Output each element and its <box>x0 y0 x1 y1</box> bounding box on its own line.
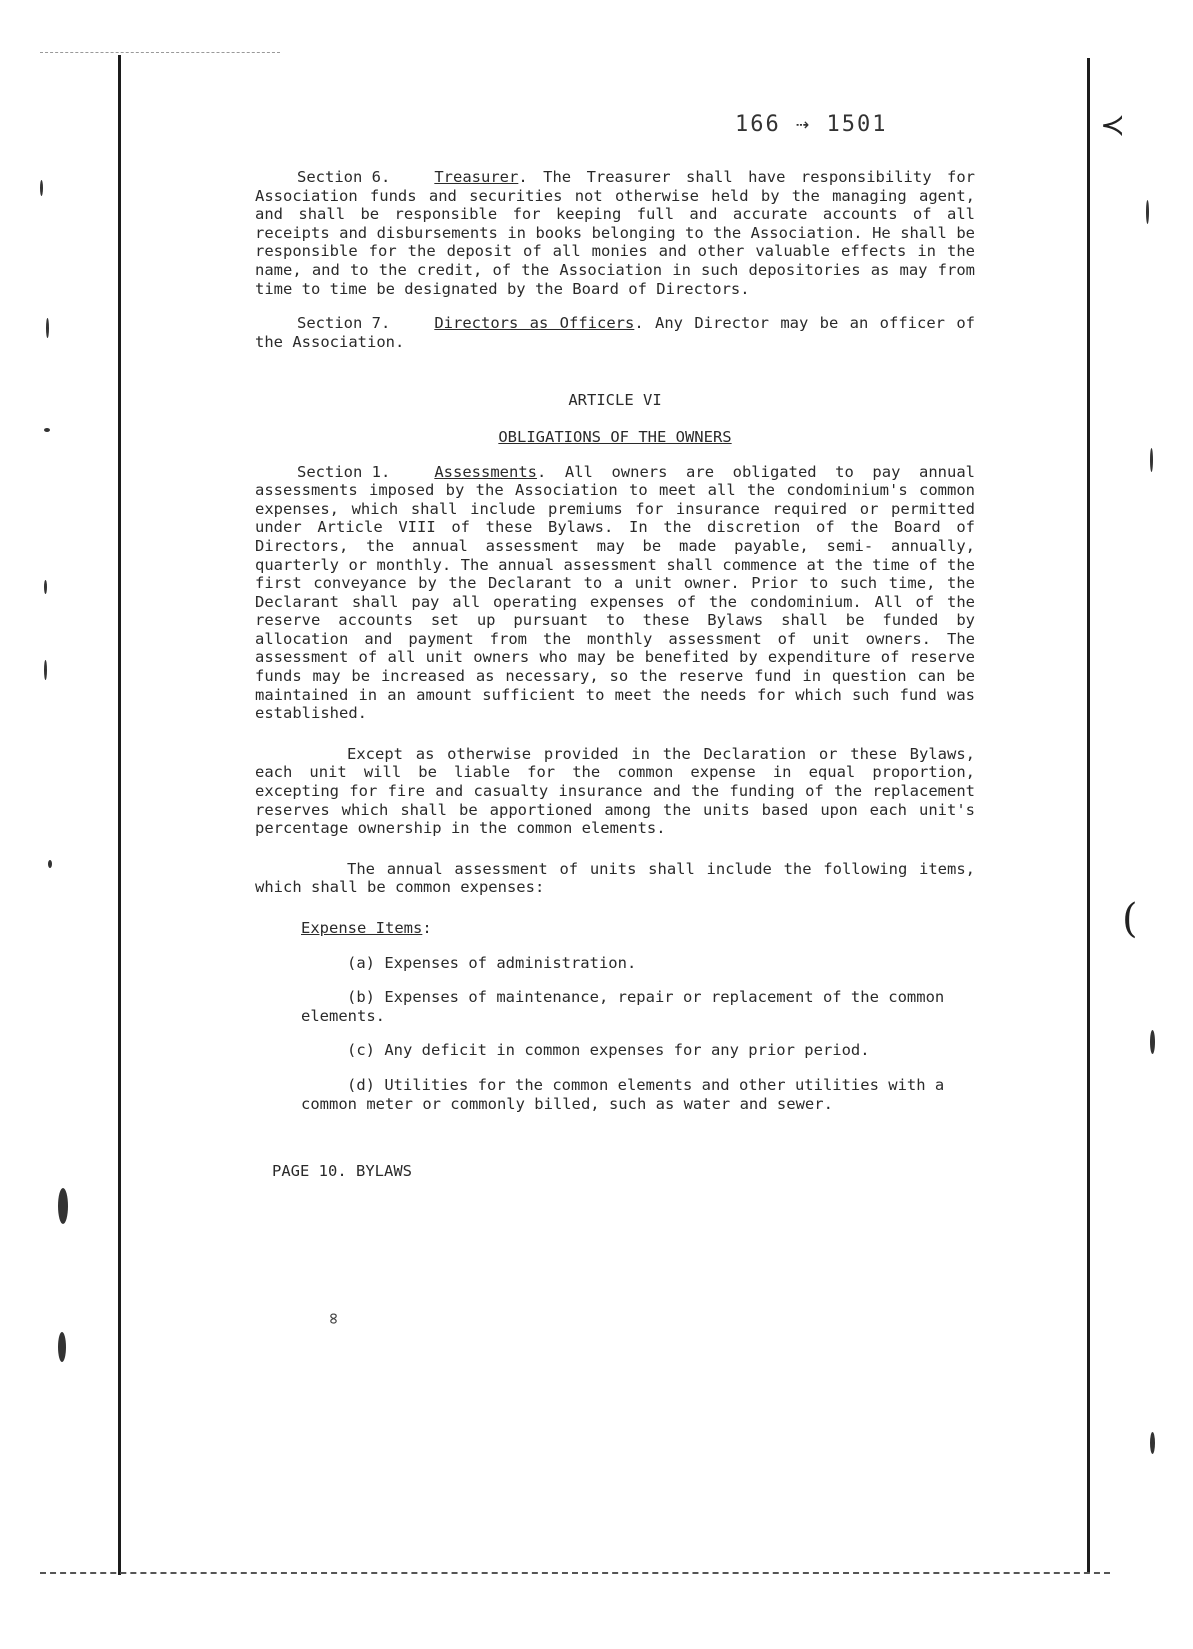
section-title: Assessments <box>434 462 537 481</box>
margin-scribble: ≺ <box>1100 108 1126 143</box>
section-label: Section 7. <box>297 314 391 333</box>
section-text: . The Treasurer shall have responsibility for Association funds and securities not otherwise held by the managing agent, and shall be responsible for keeping full and accurate accounts of all receipts and disbursements in books belonging to the Association. He shall be responsible for the deposit of all monies and other valuable effects in the name, and to the credit, of the Association in such depositories as may from time to time be designated by the Board of Directors. <box>255 168 975 298</box>
top-edge-mark <box>40 52 280 53</box>
page-number: 166 ⇢ 1501 <box>735 112 888 137</box>
scan-speck <box>1150 1432 1155 1454</box>
section-7-paragraph <box>255 314 975 351</box>
item-text: Any deficit in common expenses for any prior period. <box>384 1041 870 1060</box>
margin-scribble: ( <box>1122 896 1138 942</box>
section-6-paragraph <box>255 168 975 298</box>
apportionment-paragraph: Except as otherwise provided in the Declaration or these Bylaws, each unit will be liable for the common expense in equal proportion, excepting for fire and casualty insurance and the funding of the replacement reserves which shall be apportioned among the units based upon each unit's percentage ownership in the common elements. <box>255 744 975 838</box>
section-label: Section 6. <box>297 168 391 186</box>
left-margin-rule <box>118 55 121 1575</box>
item-text: Utilities for the common elements and other utilities with a common meter or commonly billed, such as water and sewer. <box>301 1075 945 1113</box>
expense-item-d <box>301 1076 975 1113</box>
section-label: Section 1. <box>297 462 391 481</box>
expense-item-a <box>301 954 975 973</box>
section-1-paragraph <box>255 463 975 723</box>
scan-speck <box>58 1332 66 1362</box>
section-title: Treasurer <box>434 168 519 186</box>
section-text: . All owners are obligated to pay annual assessments imposed by the Association to meet all the condominium's common expenses, which shall include premiums for insurance required or permitted under Article VIII of these Bylaws. In the discretion of the Board of Directors, the annual assessment may be made payable, semi- annually, quarterly or monthly. The annual assessment shall commence at the time of the first conveyance by the Declarant to a unit owner. Prior to such time, the Declarant shall pay all operating expenses of the condominium. All of the reserve accounts set up pursuant to these Bylaws shall be funded by allocation and payment from the monthly assessment of unit owners. The assessment of all unit owners who may be benefited by expenditure of reserve funds may be increased as necessary, so the reserve fund in question can be maintained in an amount sufficient to meet the needs for which such fund was established. <box>255 462 975 723</box>
scan-speck <box>44 580 47 594</box>
scan-speck <box>58 1188 68 1224</box>
item-marker: (d) <box>347 1075 375 1094</box>
section-text: . Any Director may be an officer of the Association. <box>255 314 976 351</box>
item-marker: (b) <box>347 988 375 1007</box>
section-title: Directors as Officers <box>434 314 635 333</box>
scan-speck <box>46 318 49 338</box>
scan-speck <box>1150 448 1153 472</box>
article-subtitle <box>255 428 975 447</box>
item-text: Expenses of maintenance, repair or replacement of the common elements. <box>301 988 945 1025</box>
expense-item-c <box>301 1041 975 1060</box>
expense-items-heading-text: Expense Items <box>301 919 423 937</box>
scan-speck <box>1150 1030 1155 1054</box>
document-body <box>255 168 975 1113</box>
right-margin-rule <box>1087 58 1090 1573</box>
article-subtitle-text: OBLIGATIONS OF THE OWNERS <box>498 427 732 446</box>
scan-speck <box>44 660 47 680</box>
expense-item-b <box>301 988 975 1025</box>
scan-speck <box>1146 200 1149 224</box>
article-title: ARTICLE VI <box>568 391 662 410</box>
scan-speck <box>48 860 52 868</box>
handwritten-mark: ∞ <box>322 1313 344 1324</box>
expense-items-heading: Expense Items: <box>301 919 432 937</box>
item-marker: (c) <box>347 1041 375 1060</box>
scan-speck <box>40 180 43 196</box>
bottom-edge-mark <box>40 1572 1110 1574</box>
item-text: Expenses of administration. <box>384 953 637 972</box>
item-marker: (a) <box>347 953 375 972</box>
annual-assessment-paragraph: The annual assessment of units shall include the following items, which shall be common expenses: <box>255 859 975 897</box>
page-footer: PAGE 10. BYLAWS <box>272 1162 412 1180</box>
scan-speck <box>44 428 50 432</box>
